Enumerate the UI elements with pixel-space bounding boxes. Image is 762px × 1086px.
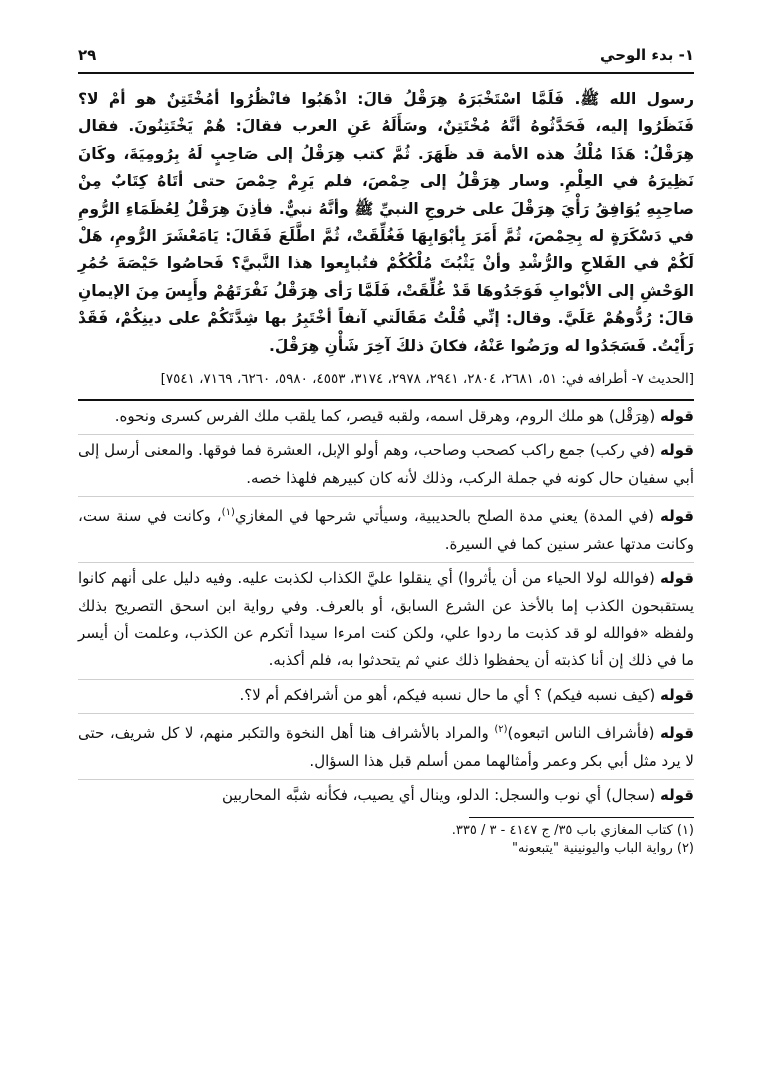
footnote-marker[interactable]: (٢) — [494, 724, 508, 736]
commentary-keyword: قوله — [660, 785, 694, 804]
commentary-paragraph — [78, 563, 694, 680]
footnote-rule — [469, 817, 694, 818]
commentary-text-tail: ، وكانت في سنة ست، وكانت مدتها عشر سنين كما في السيرة. — [78, 507, 694, 553]
commentary-section — [78, 401, 694, 813]
commentary-paragraph — [78, 680, 694, 714]
commentary-text: (فوالله لولا الحياء من أن يأثروا) أي ينقلوا عليَّ الكذاب لكذبت عليه. وفيه دليل على أنهم كانوا يستقبحون الكذب إما بالأخذ عن الشرع السابق، أو بالعرف. وفي رواية ابن اسحق التصريح بذلك ولفظه «فوالله لو قد كذبت ما ردوا علي، ولكن كنت امرءا سيدا أتكرم عن الكذب، وعلمت أن أيسر ما في ذلك إن أنا كذبته أن يحفظوا ذلك عني ثم يتحدثوا به، فلم أكذبه. — [78, 569, 694, 670]
commentary-keyword: قوله — [660, 407, 694, 426]
footnote-marker[interactable]: (١) — [221, 507, 235, 519]
commentary-paragraph — [78, 401, 694, 435]
commentary-text: (سجال) أي نوب والسجل: الدلو، وينال أي يصيب، فكأنه شبَّه المحاربين — [221, 785, 656, 804]
footnote: (٢) رواية الباب واليونينية "يتبعونه" — [512, 841, 694, 857]
hadith-text: رسول الله ﷺ. فَلَمَّا اسْتَخْبَرَهُ هِرَقْلُ قالَ: اذْهَبُوا فانْظُرُوا أمُخْتَتِنٌ هو أمْ لا؟ فَنَظَرُوا إليه، فَحَدَّثُوهُ أنَّهُ مُخْتَتِنٌ، وسَأَلَهُ عَنِ العرب فقالَ: هُمْ يَخْتَتِنُونَ. فقال هِرَقْلُ: هَذَا مُلْكُ هذه الأمة قد ظَهَرَ. ثُمَّ كتب هِرَقْلُ إلى صَاحِبٍ لَهُ بِرُومِيَةَ، وكَانَ نَظِيرَهُ في العِلْمِ. وسار هِرَقْلُ إلى حِمْصَ، فلم يَرِمْ حِمْصَ حتى أتَاهُ كِتَابٌ مِنْ صاحِبِهِ يُوَافِقُ رَأْيَ هِرَقْلَ على خروجِ النبيِّ ﷺ وأنَّهُ نبيٌّ. فأذِنَ هِرَقْلُ لِعُظَمَاءِ الرُّومِ في دَسْكَرَةٍ له بِحِمْصَ، ثُمَّ أَمَرَ بِأبْوَابِهَا فَغُلِّقَتْ، ثُمَّ اطَّلَعَ فَقَالَ: يَامَعْشَرَ الرُّومِ، هَلْ لَكُمْ في الفَلاحِ والرُّشْدِ وأنْ يَثْبُتَ مُلْكُكُمْ فتُبايِعوا هذا النَّبيَّ؟ فَحاصُوا حَيْصَةَ حُمُرِ الوَحْشِ إلى الأبْوابِ فَوَجَدُوهَا قَدْ غُلِّقَتْ، فَلَمَّا رَأى هِرَقْلُ نَفْرَتَهُمْ وأَيِسَ مِنَ الإيمانِ قالَ: رُدُّوهُمْ عَلَيَّ. وقال: إنِّي قُلْتُ مَقَالَتي آنفاً أخْتَبِرُ بها شِدَّتَكُمْ على دينِكُمْ، فَقَدْ رَأَيْتُ. فَسَجَدُوا له ورَضُوا عَنْهُ، فكانَ ذلكَ آخِرَ شَأْنِ هِرَقْلَ. — [78, 90, 694, 355]
commentary-text: (فأشراف الناس اتبعوه) — [507, 724, 655, 743]
commentary-text: (هِرَقْل) هو ملك الروم، وهرقل اسمه، ولقبه قيصر، كما يلقب ملك الفرس كسرى ونحوه. — [114, 407, 656, 426]
commentary-text: (كيف نسبه فيكم) ؟ أي ما حال نسبه فيكم، أهو من أشرافكم أم لا؟. — [239, 685, 656, 704]
commentary-keyword: قوله — [660, 685, 694, 704]
commentary-text: (في المدة) يعني مدة الصلح بالحديبية، وسيأتي شرحها في المغازي — [234, 507, 655, 526]
commentary-text: (في ركب) جمع راكب كصحب وصاحب، وهم أولو الإبل، العشرة فما فوقها. والمعنى أرسل إلى أبي سفيان حال كونه في جملة الركب، وذلك لأنه كان كبيرهم فلهذا خصه. — [78, 441, 694, 487]
chapter-title: ١- بدء الوحي — [600, 46, 694, 64]
commentary-keyword: قوله — [660, 507, 694, 526]
header-rule — [78, 72, 694, 74]
commentary-keyword: قوله — [660, 724, 694, 743]
commentary-paragraph — [78, 497, 694, 563]
hadith-references: [الحديث ٧- أطرافه في: ٥١، ٢٦٨١، ٢٨٠٤، ٢٩٤١، ٢٩٧٨، ٣١٧٤، ٤٥٥٣، ٥٩٨٠، ٦٢٦٠، ٧١٦٩، ٧٥٤١] — [78, 368, 694, 401]
commentary-paragraph — [78, 714, 694, 780]
page-number: ٢٩ — [78, 46, 97, 64]
commentary-keyword: قوله — [660, 569, 694, 588]
running-header — [78, 46, 694, 68]
footnotes — [78, 822, 694, 858]
footnote: (١) كتاب المغازي باب ٣٥/ ج ٤١٤٧ - ٣ / ٣٣٥. — [451, 823, 694, 839]
commentary-paragraph — [78, 435, 694, 497]
commentary-keyword: قوله — [660, 441, 694, 460]
commentary-text-tail: والمراد بالأشراف هنا أهل النخوة والتكبر منهم، لا كل شريف، حتى لا يرد مثل أبي بكر وعمر وأمثالهما ممن أسلم قبل هذا السؤال. — [78, 724, 694, 770]
commentary-paragraph — [78, 780, 694, 813]
